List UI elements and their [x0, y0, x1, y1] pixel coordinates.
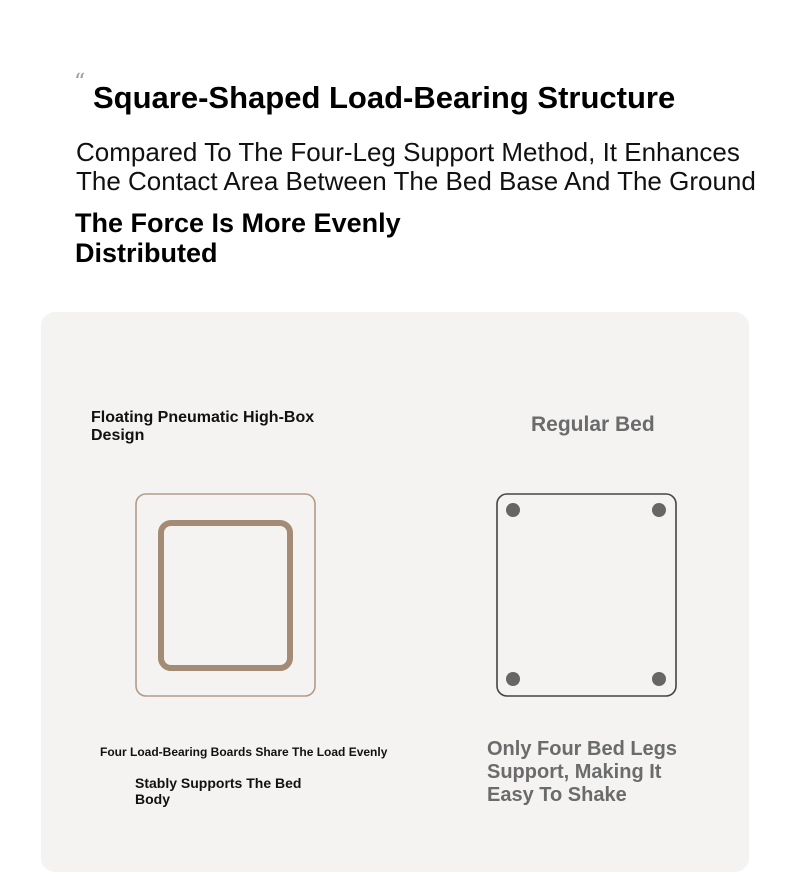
bed-frame — [497, 494, 676, 696]
quote-mark-icon: “ — [74, 70, 86, 95]
emphasis-heading — [75, 208, 415, 268]
subtitle-line-1: Compared To The Four-Leg Support Method, It Enhances — [76, 138, 740, 167]
four-leg-diagram — [496, 493, 678, 698]
subtitle-line-2: The Contact Area Between The Bed Base And The Ground — [76, 166, 756, 196]
emphasis-line-2: Distributed — [75, 238, 218, 268]
right-caption: Only Four Bed Legs Support, Making It Easy To Shake — [487, 738, 678, 806]
page-title: Square-Shaped Load-Bearing Structure — [93, 80, 676, 115]
bed-leg-bottom-left — [506, 672, 520, 686]
left-caption-main: Stably Supports The Bed Body — [135, 775, 302, 807]
left-label: Floating Pneumatic High-Box Design — [91, 409, 315, 444]
subtitle — [76, 138, 790, 196]
square-structure-diagram — [135, 493, 317, 698]
bed-leg-top-right — [652, 503, 666, 517]
emphasis-line-1: The Force Is More Evenly — [75, 208, 401, 238]
left-caption-small: Four Load-Bearing Boards Share The Load Evenly — [100, 745, 388, 759]
right-label: Regular Bed — [531, 413, 655, 436]
comparison-panel — [41, 312, 749, 872]
load-bearing-board-frame — [161, 523, 290, 668]
bed-leg-top-left — [506, 503, 520, 517]
bed-leg-bottom-right — [652, 672, 666, 686]
